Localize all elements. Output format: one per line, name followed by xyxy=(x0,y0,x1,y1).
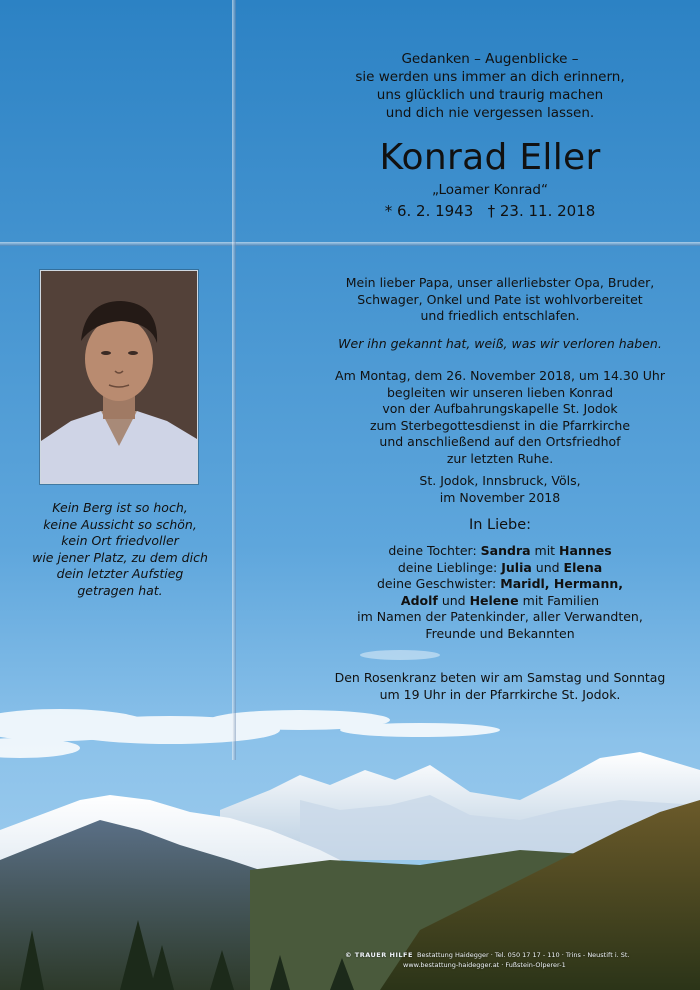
mourner-name: Adolf xyxy=(400,592,438,608)
mourner-name: Maridl, Hermann, xyxy=(500,576,624,591)
quote-line: Kein Berg ist so hoch, xyxy=(52,500,188,515)
quote-line: getragen hat. xyxy=(77,582,163,598)
quote-line: kein Ort friedvoller xyxy=(61,533,179,548)
poem-line: uns glücklich und traurig machen xyxy=(376,87,604,103)
quote-line: dein letzter Aufstieg xyxy=(56,566,184,581)
label-text: deine Lieblinge: xyxy=(397,559,502,575)
mourner-others: Freunde und Bekannten xyxy=(425,625,575,641)
funeral-details xyxy=(300,368,700,467)
footer-contact: Bestattung Haidegger · Tel. 050 17 17 - 110 · Trins - Neustift i. St. xyxy=(417,951,630,959)
announcement-line: und friedlich entschlafen. xyxy=(420,308,580,323)
announcement-line: Schwager, Onkel und Pate ist wohlvorbereitet xyxy=(357,291,643,307)
place-line: St. Jodok, Innsbruck, Völs, xyxy=(419,473,581,488)
rosary-notice xyxy=(300,670,700,703)
poem-line: und dich nie vergessen lassen. xyxy=(385,105,595,121)
label-text: und xyxy=(437,592,470,608)
saying: Wer ihn gekannt hat, weiß, was wir verloren haben. xyxy=(338,336,662,351)
mourner-name: Julia xyxy=(501,559,532,575)
mourners-list xyxy=(300,543,700,642)
mourner-siblings xyxy=(300,576,700,593)
poem-line: sie werden uns immer an dich erinnern, xyxy=(355,69,625,85)
in-love-heading: In Liebe: xyxy=(468,517,532,533)
label-text: und xyxy=(531,559,564,575)
mourner-name: Hannes xyxy=(559,543,612,558)
life-dates: * 6. 2. 1943 † 23. 11. 2018 xyxy=(384,202,596,220)
portrait-photo xyxy=(40,270,198,484)
rosary-line: um 19 Uhr in der Pfarrkirche St. Jodok. xyxy=(379,686,621,702)
mourner-others: im Namen der Patenkinder, aller Verwandten, xyxy=(357,609,643,624)
mourner-name: Sandra xyxy=(480,543,531,558)
funeral-home-footer xyxy=(345,950,685,970)
funeral-line: Am Montag, dem 26. November 2018, um 14.30 Uhr xyxy=(335,368,665,383)
deceased-nickname: „Loamer Konrad“ xyxy=(431,182,548,198)
label-text: deine Geschwister: xyxy=(376,576,501,591)
funeral-line: begleiten wir unseren lieben Konrad xyxy=(386,384,614,400)
label-text: mit Familien xyxy=(518,592,600,608)
memorial-poem xyxy=(300,50,680,122)
poem-line: Gedanken – Augenblicke – xyxy=(401,51,579,67)
label-text: deine Tochter: xyxy=(388,543,481,558)
mourner-daughter xyxy=(300,543,700,560)
deceased-name: Konrad Eller xyxy=(379,137,601,178)
funeral-line: und anschließend auf den Ortsfriedhof xyxy=(379,434,621,449)
mourner-grandchildren xyxy=(300,560,700,577)
mourner-name: Elena xyxy=(563,559,603,575)
mourner-name: Helene xyxy=(469,592,519,608)
cross-vertical-bar xyxy=(232,0,236,760)
cross-horizontal-bar xyxy=(0,242,700,246)
quote-line: keine Aussicht so schön, xyxy=(43,516,197,532)
quote-line: wie jener Platz, zu dem dich xyxy=(32,549,208,565)
footer-web: www.bestattung-haidegger.at · Fußstein-Olperer-1 xyxy=(403,961,566,969)
rosary-line: Den Rosenkranz beten wir am Samstag und Sonntag xyxy=(334,670,666,685)
trauer-hilfe-logo: © TRAUER HILFE xyxy=(345,951,413,959)
mountain-quote xyxy=(20,500,220,599)
mourner-siblings-cont xyxy=(300,593,700,610)
funeral-line: zur letzten Ruhe. xyxy=(446,450,554,466)
announcement-line: Mein lieber Papa, unser allerliebster Opa, Bruder, xyxy=(345,275,655,290)
funeral-line: von der Aufbahrungskapelle St. Jodok xyxy=(382,401,618,416)
death-announcement xyxy=(300,275,700,325)
label-text: mit xyxy=(530,543,560,558)
funeral-line: zum Sterbegottesdienst in die Pfarrkirche xyxy=(369,417,631,433)
place-and-date xyxy=(300,473,700,506)
date-line: im November 2018 xyxy=(439,489,561,505)
footer-line xyxy=(345,950,685,960)
